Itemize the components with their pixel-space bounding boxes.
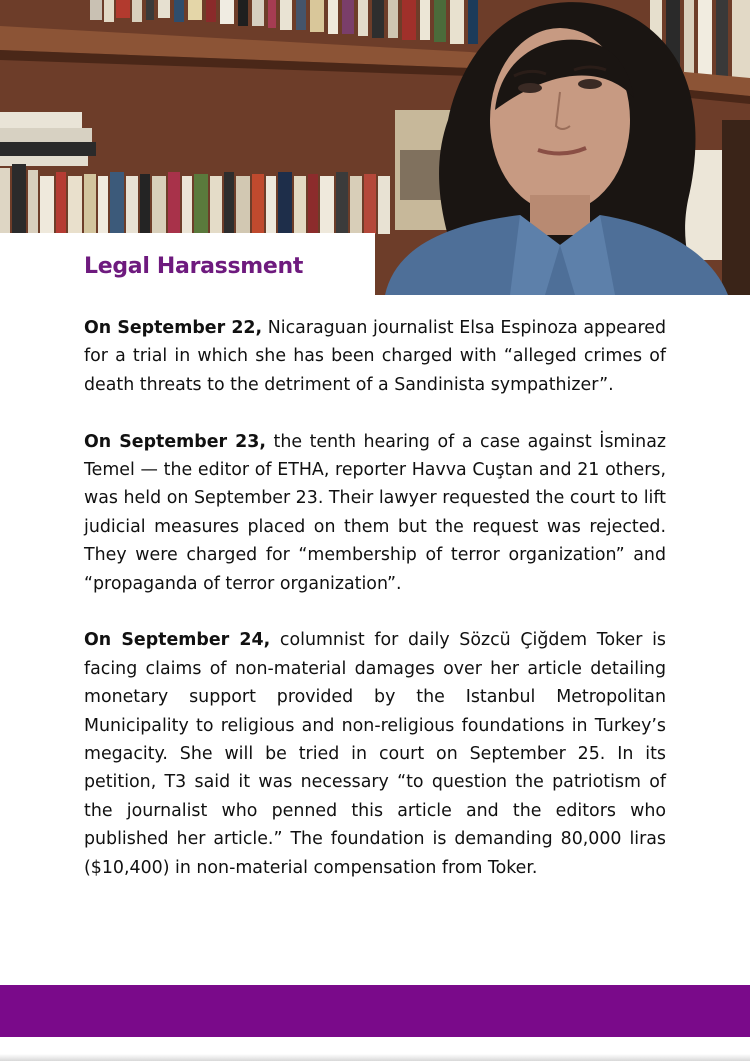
paragraph-text: the tenth hearing of a case against İsminaz Temel — the editor of ETHA, reporter Havva Cuştan and 21 others, was held on September 23. Their lawyer requested the court to lift judicial measures placed on them but the request was rejected. They were charged for “membership of terror organization” and “propaganda of terror organization”. bbox=[84, 431, 666, 594]
paragraph-lead: On September 22, bbox=[84, 318, 263, 338]
paragraph-text: columnist for daily Sözcü Çiğdem Toker is facing claims of non-material damages over her article detailing monetary support provided by the Istanbul Metropolitan Municipality to religious and non-religious foundations in Turkey’s megacity. She will be tried in court on September 25. In its petition, T3 said it was necessary “to question the patriotism of the journalist who penned this article and the editors who published her article.” The foundation is demanding 80,000 liras ($10,400) in non-material compensation from Toker. bbox=[84, 630, 666, 878]
footer-band bbox=[0, 985, 750, 1037]
paragraph-lead: On September 24, bbox=[84, 630, 271, 651]
paragraph-sept-24 bbox=[84, 626, 666, 882]
paragraph-sept-22 bbox=[84, 314, 666, 399]
article-body bbox=[84, 314, 666, 910]
section-title: Legal Harassment bbox=[84, 254, 304, 279]
page-edge bbox=[0, 1054, 750, 1061]
paragraph-text: Nicaraguan journalist Elsa Espinoza appeared for a trial in which she has been charged with “alleged crimes of death threats to the detriment of a Sandinista sympathizer”. bbox=[84, 318, 666, 395]
paragraph-sept-23 bbox=[84, 428, 666, 598]
paragraph-lead: On September 23, bbox=[84, 431, 266, 452]
